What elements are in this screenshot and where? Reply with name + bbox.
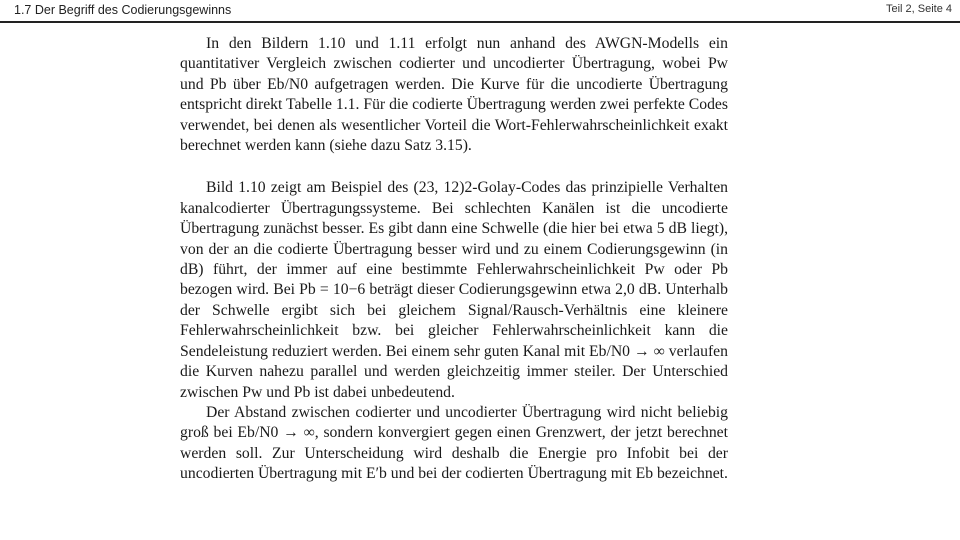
document-body bbox=[180, 34, 728, 485]
section-title: 1.7 Der Begriff des Codierungsgewinns bbox=[14, 3, 232, 17]
paragraph-golay-code: Bild 1.10 zeigt am Beispiel des (23, 12)2-Golay-Codes das prinzipielle Verhalten kanalcodierter Übertragungssysteme. Bei schlechten Kanälen ist die uncodierte Übertragung zunächst besser. Es gibt dann eine Schwelle (die hier bei etwa 5 dB liegt), von der an die codierte Übertragung besser wird und zu einem Codierungsgewinn (in dB) führt, der immer auf eine bestimmte Fehlerwahrscheinlichkeit Pw oder Pb bezogen wird. Bei Pb = 10−6 beträgt dieser Codierungsgewinn etwa 2,0 dB. Unterhalb der Schwelle ergibt sich bei gleichem Signal/Rausch-Verhältnis eine kleinere Fehlerwahrscheinlichkeit bzw. bei gleicher Fehlerwahrscheinlichkeit kann die Sendeleistung reduziert werden. Bei einem sehr guten Kanal mit Eb/N0 → ∞ verlaufen die Kurven nahezu parallel und werden gleichzeitig immer steiler. Der Unterschied zwischen Pw und Pb ist dabei unbedeutend. bbox=[180, 179, 728, 401]
header-divider bbox=[0, 21, 960, 23]
slide-header bbox=[0, 0, 960, 22]
paragraph-spacer bbox=[180, 156, 728, 178]
paragraph-coding-gain-limit: Der Abstand zwischen codierter und uncodierter Übertragung wird nicht beliebig groß bei Eb/N0 → ∞, sondern konvergiert gegen einen Grenzwert, der jetzt berechnet werden soll. Zur Unterscheidung wird deshalb die Energie pro Infobit bei der uncodierten Übertragung mit E′b und bei der codierten Übertragung mit Eb bezeichnet. bbox=[180, 403, 728, 483]
page-indicator: Teil 2, Seite 4 bbox=[885, 3, 952, 15]
paragraph-awgn-comparison: In den Bildern 1.10 und 1.11 erfolgt nun anhand des AWGN-Modells ein quantitativer Vergleich zwischen codierter und uncodierter Übertragung, wobei Pw und Pb über Eb/N0 aufgetragen werden. Die Kurve für die uncodierte Übertragung entspricht direkt Tabelle 1.1. Für die codierte Übertragung werden zwei perfekte Codes verwendet, bei denen als wesentlicher Vorteil die Wort-Fehlerwahrscheinlichkeit exakt berechnet werden kann (siehe dazu Satz 3.15). bbox=[180, 35, 728, 155]
